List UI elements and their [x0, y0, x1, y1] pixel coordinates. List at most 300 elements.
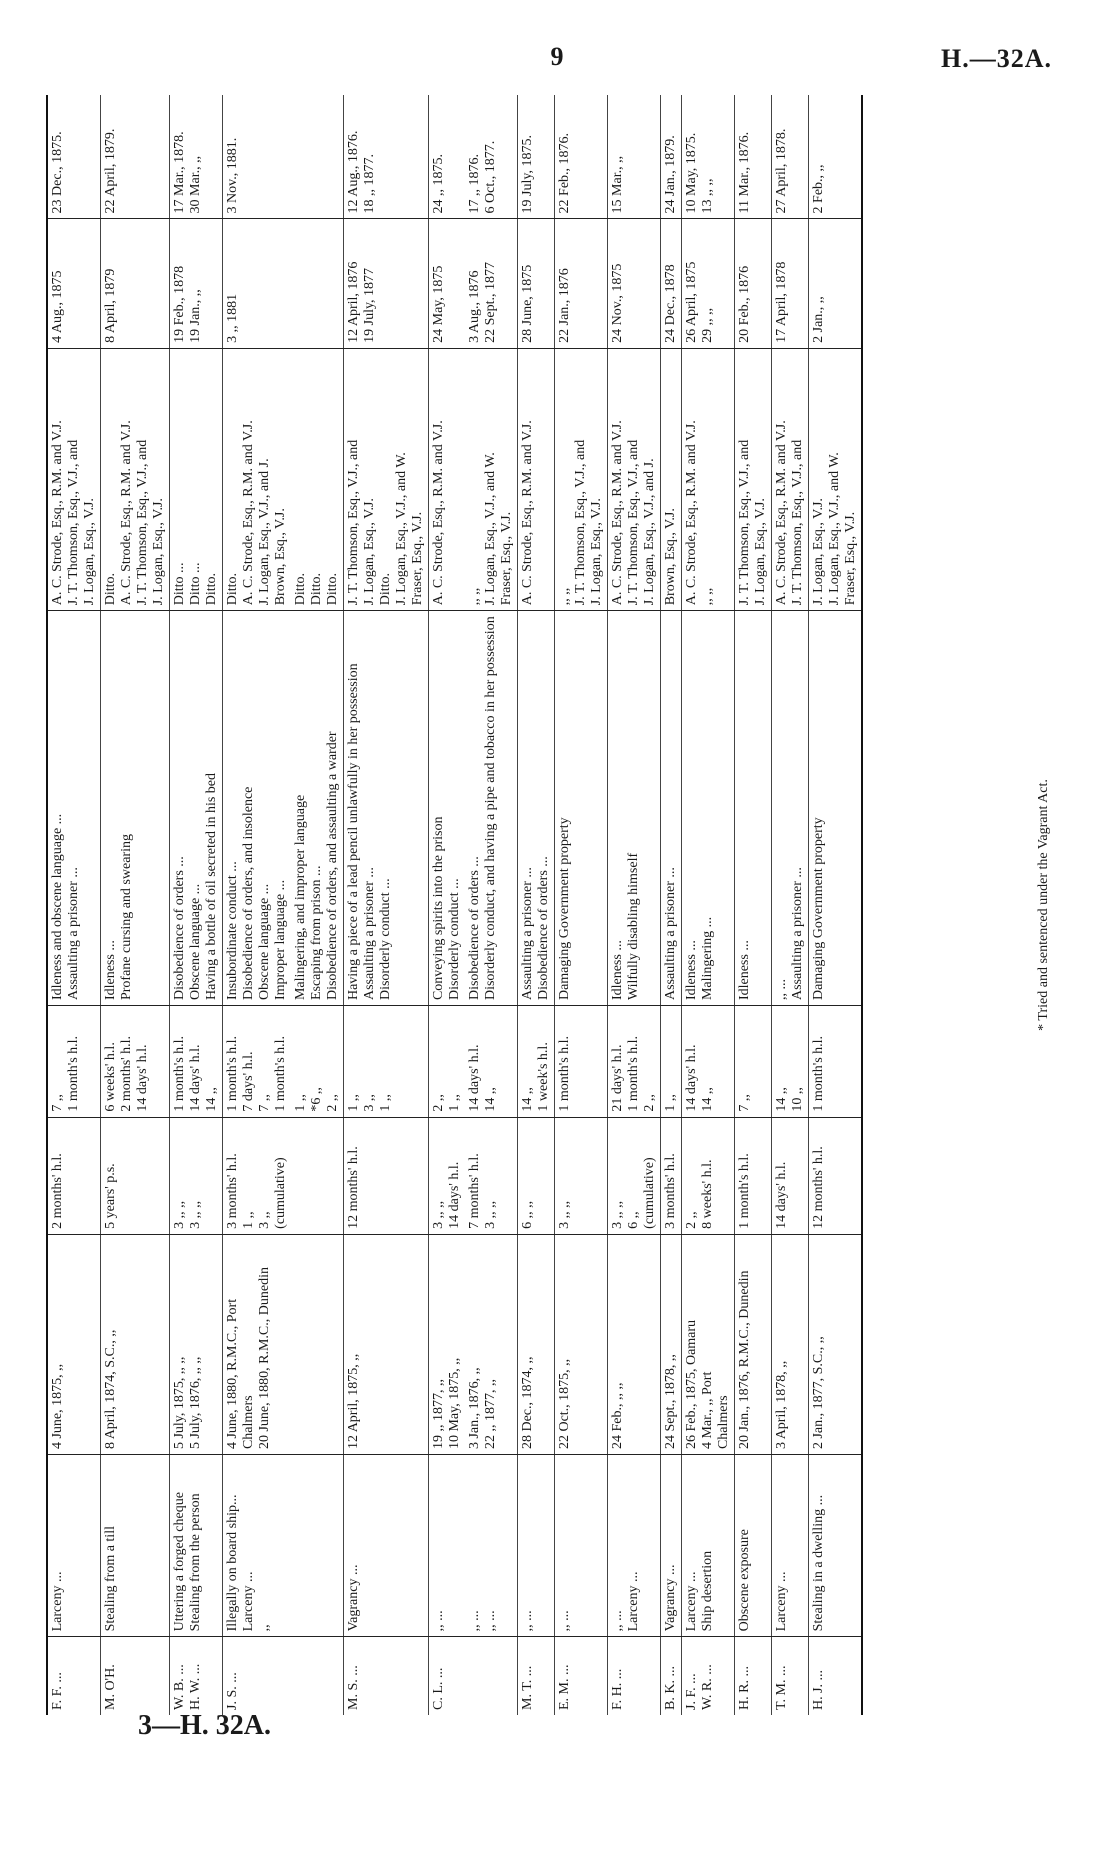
- cell-line: J. Logan, Esq., V.J.: [753, 498, 768, 606]
- table-row: [735, 95, 772, 1715]
- cell-line: Malingering ...: [700, 916, 715, 1001]
- cell-to: [608, 95, 661, 219]
- cell-line: 2 ,,: [325, 1094, 340, 1112]
- cell-line: Having a bottle of oil secreted in his bed: [204, 772, 219, 1001]
- cell-line: 3 ,, ,,: [431, 1200, 446, 1229]
- cell-line: 1 ,,: [346, 1094, 361, 1112]
- cell-from: [809, 219, 863, 348]
- cell-line: J. Logan, Esq., V.J., and W.: [827, 452, 842, 606]
- cell-line: 14 days' h.l.: [467, 1044, 482, 1112]
- cell-line: Disorderly conduct ...: [378, 878, 393, 1001]
- cell-line: T. M. ...: [774, 1665, 789, 1710]
- cell-line: (cumulative): [273, 1157, 288, 1229]
- cell-line: Disorderly conduct, and having a pipe and tobacco in her possession: [483, 616, 498, 1001]
- cell-prison-offence: [608, 611, 661, 1006]
- cell-line: 3 ,, ,,: [610, 1200, 625, 1229]
- cell-line: 5 July, 1876, ,, ,,: [188, 1356, 203, 1450]
- cell-line: Brown, Esq., V.J.: [273, 508, 288, 606]
- cell-line: A. C. Strode, Esq., R.M. and V.J.: [50, 420, 65, 606]
- table-row: [170, 95, 223, 1715]
- cell-line: 28 Dec., 1874, ,,: [520, 1356, 535, 1450]
- cell-line: Damaging Government property: [811, 817, 826, 1001]
- cell-line: 17 April, 1878: [774, 261, 789, 343]
- cell-line: J. T. Thomson, Esq., V.J., and: [626, 439, 641, 606]
- cell-line: 2 ,,: [431, 1094, 446, 1112]
- cell-line: Larceny ...: [241, 1571, 256, 1632]
- cell-line: Disobedience of orders, and insolence: [241, 786, 256, 1001]
- cell-line: J. T. Thomson, Esq., V.J., and: [135, 439, 150, 606]
- table-row: [223, 95, 292, 1715]
- cell-line: Larceny ...: [684, 1571, 699, 1632]
- cell-line: Ditto.: [225, 573, 240, 606]
- cell-line: 3 ,, ,,: [483, 1200, 498, 1229]
- cell-line: Ship desertion: [700, 1550, 715, 1632]
- cell-line: 1 month's h.l.: [737, 1153, 752, 1229]
- cell-conviction: [661, 1234, 682, 1454]
- cell-name: [291, 1637, 344, 1715]
- cell-prison-offence: [682, 611, 735, 1006]
- cell-line: 2 Jan., ,,: [811, 296, 826, 343]
- cell-prison-offence: [291, 611, 344, 1006]
- cell-line: 17 Mar., 1878.: [172, 131, 187, 214]
- cell-line: Fraser, Esq., V.J.: [843, 511, 858, 606]
- cell-line: 12 months' h.l.: [811, 1146, 826, 1229]
- cell-line: 3 ,, 1881: [225, 293, 240, 343]
- cell-line: 13 ,, ,,: [700, 178, 715, 214]
- cell-line: Vagrancy ...: [663, 1564, 678, 1632]
- cell-punishment: [555, 1006, 608, 1118]
- cell-line: F. F. ...: [50, 1672, 65, 1710]
- cell-line: 1 ,,: [241, 1211, 256, 1229]
- cell-line: 14 days' h.l.: [774, 1161, 789, 1229]
- cell-line: A. C. Strode, Esq., R.M. and V.J.: [610, 420, 625, 606]
- cell-punishment: [291, 1006, 344, 1118]
- cell-prison-offence: [518, 611, 555, 1006]
- cell-line: Wilfully disabling himself: [626, 852, 641, 1001]
- cell-line: 1 month's h.l.: [557, 1035, 572, 1112]
- cell-line: M. T. ...: [520, 1665, 535, 1710]
- cell-line: 2 months' h.l.: [119, 1035, 134, 1112]
- cell-line: Idleness ...: [103, 940, 118, 1001]
- cell-line: J. Logan, Esq., V.J.: [362, 498, 377, 606]
- cell-line: Ditto.: [378, 573, 393, 606]
- cell-line: 3 months' h.l.: [663, 1153, 678, 1229]
- cell-line: 22 Feb., 1876.: [557, 132, 572, 214]
- cell-line: 2 Jan., 1877, S.C., ,,: [811, 1336, 826, 1450]
- cell-line: Conveying spirits into the prison: [431, 816, 446, 1001]
- cell-line: 14 ,,: [700, 1087, 715, 1112]
- cell-name: [661, 1637, 682, 1715]
- cell-line: 24 Dec., 1878: [663, 264, 678, 343]
- table-row: [344, 95, 429, 1715]
- cell-sentence: [518, 1117, 555, 1234]
- cell-line: Assaulting a prisoner ...: [790, 867, 805, 1001]
- cell-line: Disobedience of orders ...: [536, 856, 551, 1001]
- cell-offence: [809, 1455, 863, 1637]
- prison-offences-table: [46, 95, 863, 1715]
- cell-line: ,, ...: [483, 1610, 498, 1632]
- cell-line: 3 Aug., 1876: [467, 270, 482, 343]
- cell-punishment: [809, 1006, 863, 1118]
- cell-line: 10 ,,: [790, 1087, 805, 1112]
- cell-line: 10 May, 1875, ,,: [447, 1357, 462, 1450]
- cell-sentence: [291, 1117, 344, 1234]
- cell-line: 12 months' h.l.: [346, 1146, 361, 1229]
- cell-line: J. Logan, Esq., V.J.: [151, 498, 166, 606]
- cell-by: [608, 348, 661, 610]
- cell-by: [465, 348, 518, 610]
- cell-from: [47, 219, 101, 348]
- cell-line: J. T. Thomson, Esq., V.J., and: [346, 439, 361, 606]
- cell-prison-offence: [809, 611, 863, 1006]
- cell-line: 7 ,,: [737, 1094, 752, 1112]
- cell-sentence: [101, 1117, 170, 1234]
- cell-conviction: [101, 1234, 170, 1454]
- cell-name: [555, 1637, 608, 1715]
- cell-line: 3 Jan., 1876, ,,: [467, 1367, 482, 1450]
- cell-name: [101, 1637, 170, 1715]
- cell-punishment: [47, 1006, 101, 1118]
- table-row: [682, 95, 735, 1715]
- cell-line: Assaulting a prisoner ...: [663, 867, 678, 1001]
- cell-punishment: [735, 1006, 772, 1118]
- cell-to: [101, 95, 170, 219]
- cell-line: Ditto.: [325, 573, 340, 606]
- cell-sentence: [735, 1117, 772, 1234]
- cell-line: 12 Aug., 1876.: [346, 130, 361, 214]
- cell-sentence: [809, 1117, 863, 1234]
- cell-line: Disobedience of orders ...: [467, 856, 482, 1001]
- cell-line: 14 days' h.l.: [135, 1044, 150, 1112]
- cell-line: A. C. Strode, Esq., R.M. and V.J.: [241, 420, 256, 606]
- cell-line: 3 months' h.l.: [225, 1153, 240, 1229]
- cell-line: A. C. Strode, Esq., R.M. and V.J.: [431, 420, 446, 606]
- cell-line: 24 Feb., ,, ,,: [610, 1382, 625, 1450]
- cell-line: 14 ,,: [520, 1087, 535, 1112]
- cell-line: 2 ,,: [642, 1094, 657, 1112]
- cell-line: Damaging Government property: [557, 817, 572, 1001]
- cell-sentence: [608, 1117, 661, 1234]
- cell-line: 28 June, 1875: [520, 264, 535, 343]
- cell-from: [291, 219, 344, 348]
- cell-offence: [291, 1455, 344, 1637]
- cell-line: Assaulting a prisoner ...: [66, 867, 81, 1001]
- cell-from: [682, 219, 735, 348]
- cell-prison-offence: [772, 611, 809, 1006]
- cell-line: 19 July, 1875.: [520, 135, 535, 214]
- cell-line: 18 ,, 1877.: [362, 153, 377, 214]
- cell-line: ,, ...: [520, 1610, 535, 1632]
- cell-line: B. K. ...: [663, 1666, 678, 1710]
- cell-line: 14 ,,: [774, 1087, 789, 1112]
- cell-line: 20 Feb., 1876: [737, 265, 752, 343]
- cell-line: A. C. Strode, Esq., R.M. and V.J.: [119, 420, 134, 606]
- cell-line: 3 ,,: [362, 1094, 377, 1112]
- cell-line: 24 Nov., 1875: [610, 263, 625, 343]
- cell-line: 3 ,, ,,: [188, 1200, 203, 1229]
- cell-to: [518, 95, 555, 219]
- cell-line: Disobedience of orders, and assaulting a warder: [325, 731, 340, 1001]
- cell-by: [291, 348, 344, 610]
- cell-line: Ditto ...: [188, 562, 203, 606]
- cell-line: J. T. Thomson, Esq., V.J., and: [66, 439, 81, 606]
- cell-line: ,, ,,: [557, 587, 572, 606]
- cell-line: Chalmers: [241, 1395, 256, 1450]
- cell-punishment: [170, 1006, 223, 1118]
- cell-line: 1 month's h.l.: [626, 1035, 641, 1112]
- cell-line: Idleness ...: [684, 940, 699, 1001]
- cell-line: C. L. ...: [431, 1667, 446, 1710]
- cell-line: 6 Oct., 1877.: [483, 140, 498, 214]
- cell-line: 3 ,,: [257, 1211, 272, 1229]
- cell-to: [682, 95, 735, 219]
- cell-line: Obscene exposure: [737, 1529, 752, 1632]
- cell-line: 29 ,, ,,: [700, 307, 715, 343]
- table-row: [661, 95, 682, 1715]
- cell-offence: [682, 1455, 735, 1637]
- cell-line: Insubordinate conduct ...: [225, 861, 240, 1001]
- cell-line: 17 ,, 1876.: [467, 153, 482, 214]
- cell-sentence: [223, 1117, 292, 1234]
- cell-prison-offence: [661, 611, 682, 1006]
- cell-line: 24 ,, 1875.: [431, 153, 446, 214]
- cell-prison-offence: [555, 611, 608, 1006]
- cell-name: [682, 1637, 735, 1715]
- cell-line: ,,: [257, 1624, 272, 1632]
- cell-line: 1 month's h.l.: [66, 1035, 81, 1112]
- cell-conviction: [465, 1234, 518, 1454]
- cell-line: 14 ,,: [483, 1087, 498, 1112]
- cell-to: [735, 95, 772, 219]
- cell-punishment: [429, 1006, 466, 1118]
- cell-line: Larceny ...: [626, 1571, 641, 1632]
- cell-from: [608, 219, 661, 348]
- cell-line: W. B. ...: [172, 1664, 187, 1710]
- cell-line: 20 June, 1880, R.M.C., Dunedin: [257, 1267, 272, 1450]
- cell-sentence: [772, 1117, 809, 1234]
- cell-sentence: [682, 1117, 735, 1234]
- table-row: [465, 95, 518, 1715]
- cell-offence: [47, 1455, 101, 1637]
- cell-to: [772, 95, 809, 219]
- cell-line: 6 weeks' h.l.: [103, 1042, 118, 1112]
- cell-from: [223, 219, 292, 348]
- cell-prison-offence: [170, 611, 223, 1006]
- cell-line: Escaping from prison ...: [309, 865, 324, 1001]
- cell-punishment: [101, 1006, 170, 1118]
- cell-line: ,, ,,: [467, 587, 482, 606]
- cell-conviction: [47, 1234, 101, 1454]
- cell-line: Larceny ...: [50, 1571, 65, 1632]
- cell-line: Vagrancy ...: [346, 1564, 361, 1632]
- cell-name: [809, 1637, 863, 1715]
- cell-line: 1 month's h.l.: [811, 1035, 826, 1112]
- table-row: [101, 95, 170, 1715]
- cell-line: 1 ,,: [447, 1094, 462, 1112]
- cell-line: 19 Feb., 1878: [172, 265, 187, 343]
- cell-line: 26 April, 1875: [684, 261, 699, 343]
- cell-conviction: [555, 1234, 608, 1454]
- cell-line: J. T. Thomson, Esq., V.J., and: [737, 439, 752, 606]
- cell-line: 7 ,,: [50, 1094, 65, 1112]
- cell-line: 7 days' h.l.: [241, 1051, 256, 1112]
- cell-from: [518, 219, 555, 348]
- cell-sentence: [465, 1117, 518, 1234]
- cell-line: W. R. ...: [700, 1664, 715, 1710]
- cell-line: 2 Feb., ,,: [811, 164, 826, 214]
- table-row: [429, 95, 466, 1715]
- cell-offence: [429, 1455, 466, 1637]
- cell-line: Disobedience of orders ...: [172, 856, 187, 1001]
- cell-line: Assaulting a prisoner ...: [362, 867, 377, 1001]
- cell-line: Ditto.: [204, 573, 219, 606]
- cell-offence: [101, 1455, 170, 1637]
- cell-line: Having a piece of a lead pencil unlawfully in her possession: [346, 663, 361, 1001]
- cell-line: H. W. ...: [188, 1663, 203, 1710]
- cell-name: [608, 1637, 661, 1715]
- cell-line: ,, ...: [774, 979, 789, 1001]
- cell-line: 22 ,, 1877, ,,: [483, 1379, 498, 1450]
- cell-line: 1 week's h.l.: [536, 1042, 551, 1112]
- cell-from: [101, 219, 170, 348]
- cell-prison-offence: [465, 611, 518, 1006]
- cell-sentence: [170, 1117, 223, 1234]
- cell-name: [518, 1637, 555, 1715]
- cell-conviction: [170, 1234, 223, 1454]
- cell-to: [555, 95, 608, 219]
- cell-line: 1 ,,: [293, 1094, 308, 1112]
- cell-line: 5 years' p.s.: [103, 1163, 118, 1229]
- cell-name: [344, 1637, 429, 1715]
- cell-line: Disorderly conduct ...: [447, 878, 462, 1001]
- cell-punishment: [772, 1006, 809, 1118]
- cell-line: Profane cursing and swearing: [119, 834, 134, 1001]
- cell-line: 14 ,,: [204, 1087, 219, 1112]
- cell-line: 2 ,,: [684, 1211, 699, 1229]
- cell-offence: [608, 1455, 661, 1637]
- cell-line: 4 June, 1880, R.M.C., Port: [225, 1298, 240, 1450]
- cell-line: Ditto.: [293, 573, 308, 606]
- cell-line: 24 Sept., 1878, ,,: [663, 1354, 678, 1450]
- cell-conviction: [735, 1234, 772, 1454]
- cell-line: 8 April, 1879: [103, 268, 118, 343]
- cell-line: 3 ,, ,,: [172, 1200, 187, 1229]
- cell-from: [344, 219, 429, 348]
- table-row: [809, 95, 863, 1715]
- cell-line: 3 April, 1878, ,,: [774, 1360, 789, 1450]
- cell-line: (cumulative): [642, 1157, 657, 1229]
- cell-line: H. R. ...: [737, 1666, 752, 1710]
- cell-line: 5 July, 1875, ,, ,,: [172, 1356, 187, 1450]
- cell-line: 7 months' h.l.: [467, 1153, 482, 1229]
- cell-to: [344, 95, 429, 219]
- cell-line: 2 months' h.l.: [50, 1153, 65, 1229]
- cell-punishment: [465, 1006, 518, 1118]
- cell-line: H. J. ...: [811, 1669, 826, 1710]
- cell-line: J. F. ...: [684, 1673, 699, 1710]
- cell-line: 6 ,, ,,: [520, 1200, 535, 1229]
- cell-offence: [170, 1455, 223, 1637]
- cell-from: [555, 219, 608, 348]
- cell-line: A. C. Strode, Esq., R.M. and V.J.: [684, 420, 699, 606]
- cell-to: [291, 95, 344, 219]
- cell-prison-offence: [101, 611, 170, 1006]
- cell-line: 22 April, 1879.: [103, 128, 118, 214]
- cell-line: 3 Nov., 1881.: [225, 137, 240, 214]
- cell-punishment: [344, 1006, 429, 1118]
- cell-line: 30 Mar., ,,: [188, 155, 203, 214]
- cell-line: 11 Mar., 1876.: [737, 131, 752, 214]
- cell-line: 4 Mar., ,, Port: [700, 1371, 715, 1450]
- cell-name: [170, 1637, 223, 1715]
- cell-line: A. C. Strode, Esq., R.M. and V.J.: [774, 420, 789, 606]
- cell-by: [101, 348, 170, 610]
- cell-by: [555, 348, 608, 610]
- cell-line: 4 Aug., 1875: [50, 270, 65, 343]
- cell-name: [465, 1637, 518, 1715]
- cell-line: Ditto ...: [172, 562, 187, 606]
- cell-line: *6 ,,: [309, 1087, 324, 1112]
- cell-line: M. O'H.: [103, 1664, 118, 1710]
- cell-to: [465, 95, 518, 219]
- cell-offence: [465, 1455, 518, 1637]
- cell-line: 6 ,,: [626, 1211, 641, 1229]
- cell-to: [223, 95, 292, 219]
- cell-from: [772, 219, 809, 348]
- cell-to: [429, 95, 466, 219]
- cell-line: Uttering a forged cheque: [172, 1492, 187, 1632]
- cell-line: 19 Jan., ,,: [188, 289, 203, 343]
- cell-line: ,, ...: [431, 1610, 446, 1632]
- cell-prison-offence: [735, 611, 772, 1006]
- cell-line: Chalmers: [716, 1395, 731, 1450]
- cell-punishment: [608, 1006, 661, 1118]
- cell-line: 4 June, 1875, ,,: [50, 1363, 65, 1450]
- cell-line: A. C. Strode, Esq., R.M. and V.J.: [520, 420, 535, 606]
- cell-line: M. S. ...: [346, 1665, 361, 1710]
- cell-sentence: [47, 1117, 101, 1234]
- rotated-return-table: [46, 95, 1051, 1715]
- cell-line: 22 Jan., 1876: [557, 268, 572, 343]
- cell-line: 26 Feb., 1875, Oamaru: [684, 1319, 699, 1450]
- cell-line: 1 ,,: [378, 1094, 393, 1112]
- cell-conviction: [809, 1234, 863, 1454]
- cell-prison-offence: [344, 611, 429, 1006]
- table-row: [518, 95, 555, 1715]
- cell-from: [170, 219, 223, 348]
- cell-punishment: [223, 1006, 292, 1118]
- footer-mark: 3—H. 32A.: [138, 1710, 271, 1741]
- cell-conviction: [291, 1234, 344, 1454]
- table-row: [291, 95, 344, 1715]
- cell-conviction: [772, 1234, 809, 1454]
- cell-line: Stealing from a till: [103, 1526, 118, 1632]
- cell-line: Brown, Esq., V.J.: [663, 508, 678, 606]
- cell-from: [465, 219, 518, 348]
- cell-line: 14 days' h.l.: [684, 1044, 699, 1112]
- cell-line: Malingering, and improper language: [293, 794, 308, 1001]
- cell-line: 3 ,, ,,: [557, 1200, 572, 1229]
- cell-line: 14 days' h.l.: [447, 1161, 462, 1229]
- cell-offence: [344, 1455, 429, 1637]
- cell-line: Obscene language ...: [188, 883, 203, 1001]
- cell-line: 8 April, 1874, S.C., ,,: [103, 1329, 118, 1450]
- table-row: [772, 95, 809, 1715]
- cell-line: 22 Oct., 1875, ,,: [557, 1358, 572, 1450]
- cell-name: [223, 1637, 292, 1715]
- cell-name: [429, 1637, 466, 1715]
- cell-prison-offence: [223, 611, 292, 1006]
